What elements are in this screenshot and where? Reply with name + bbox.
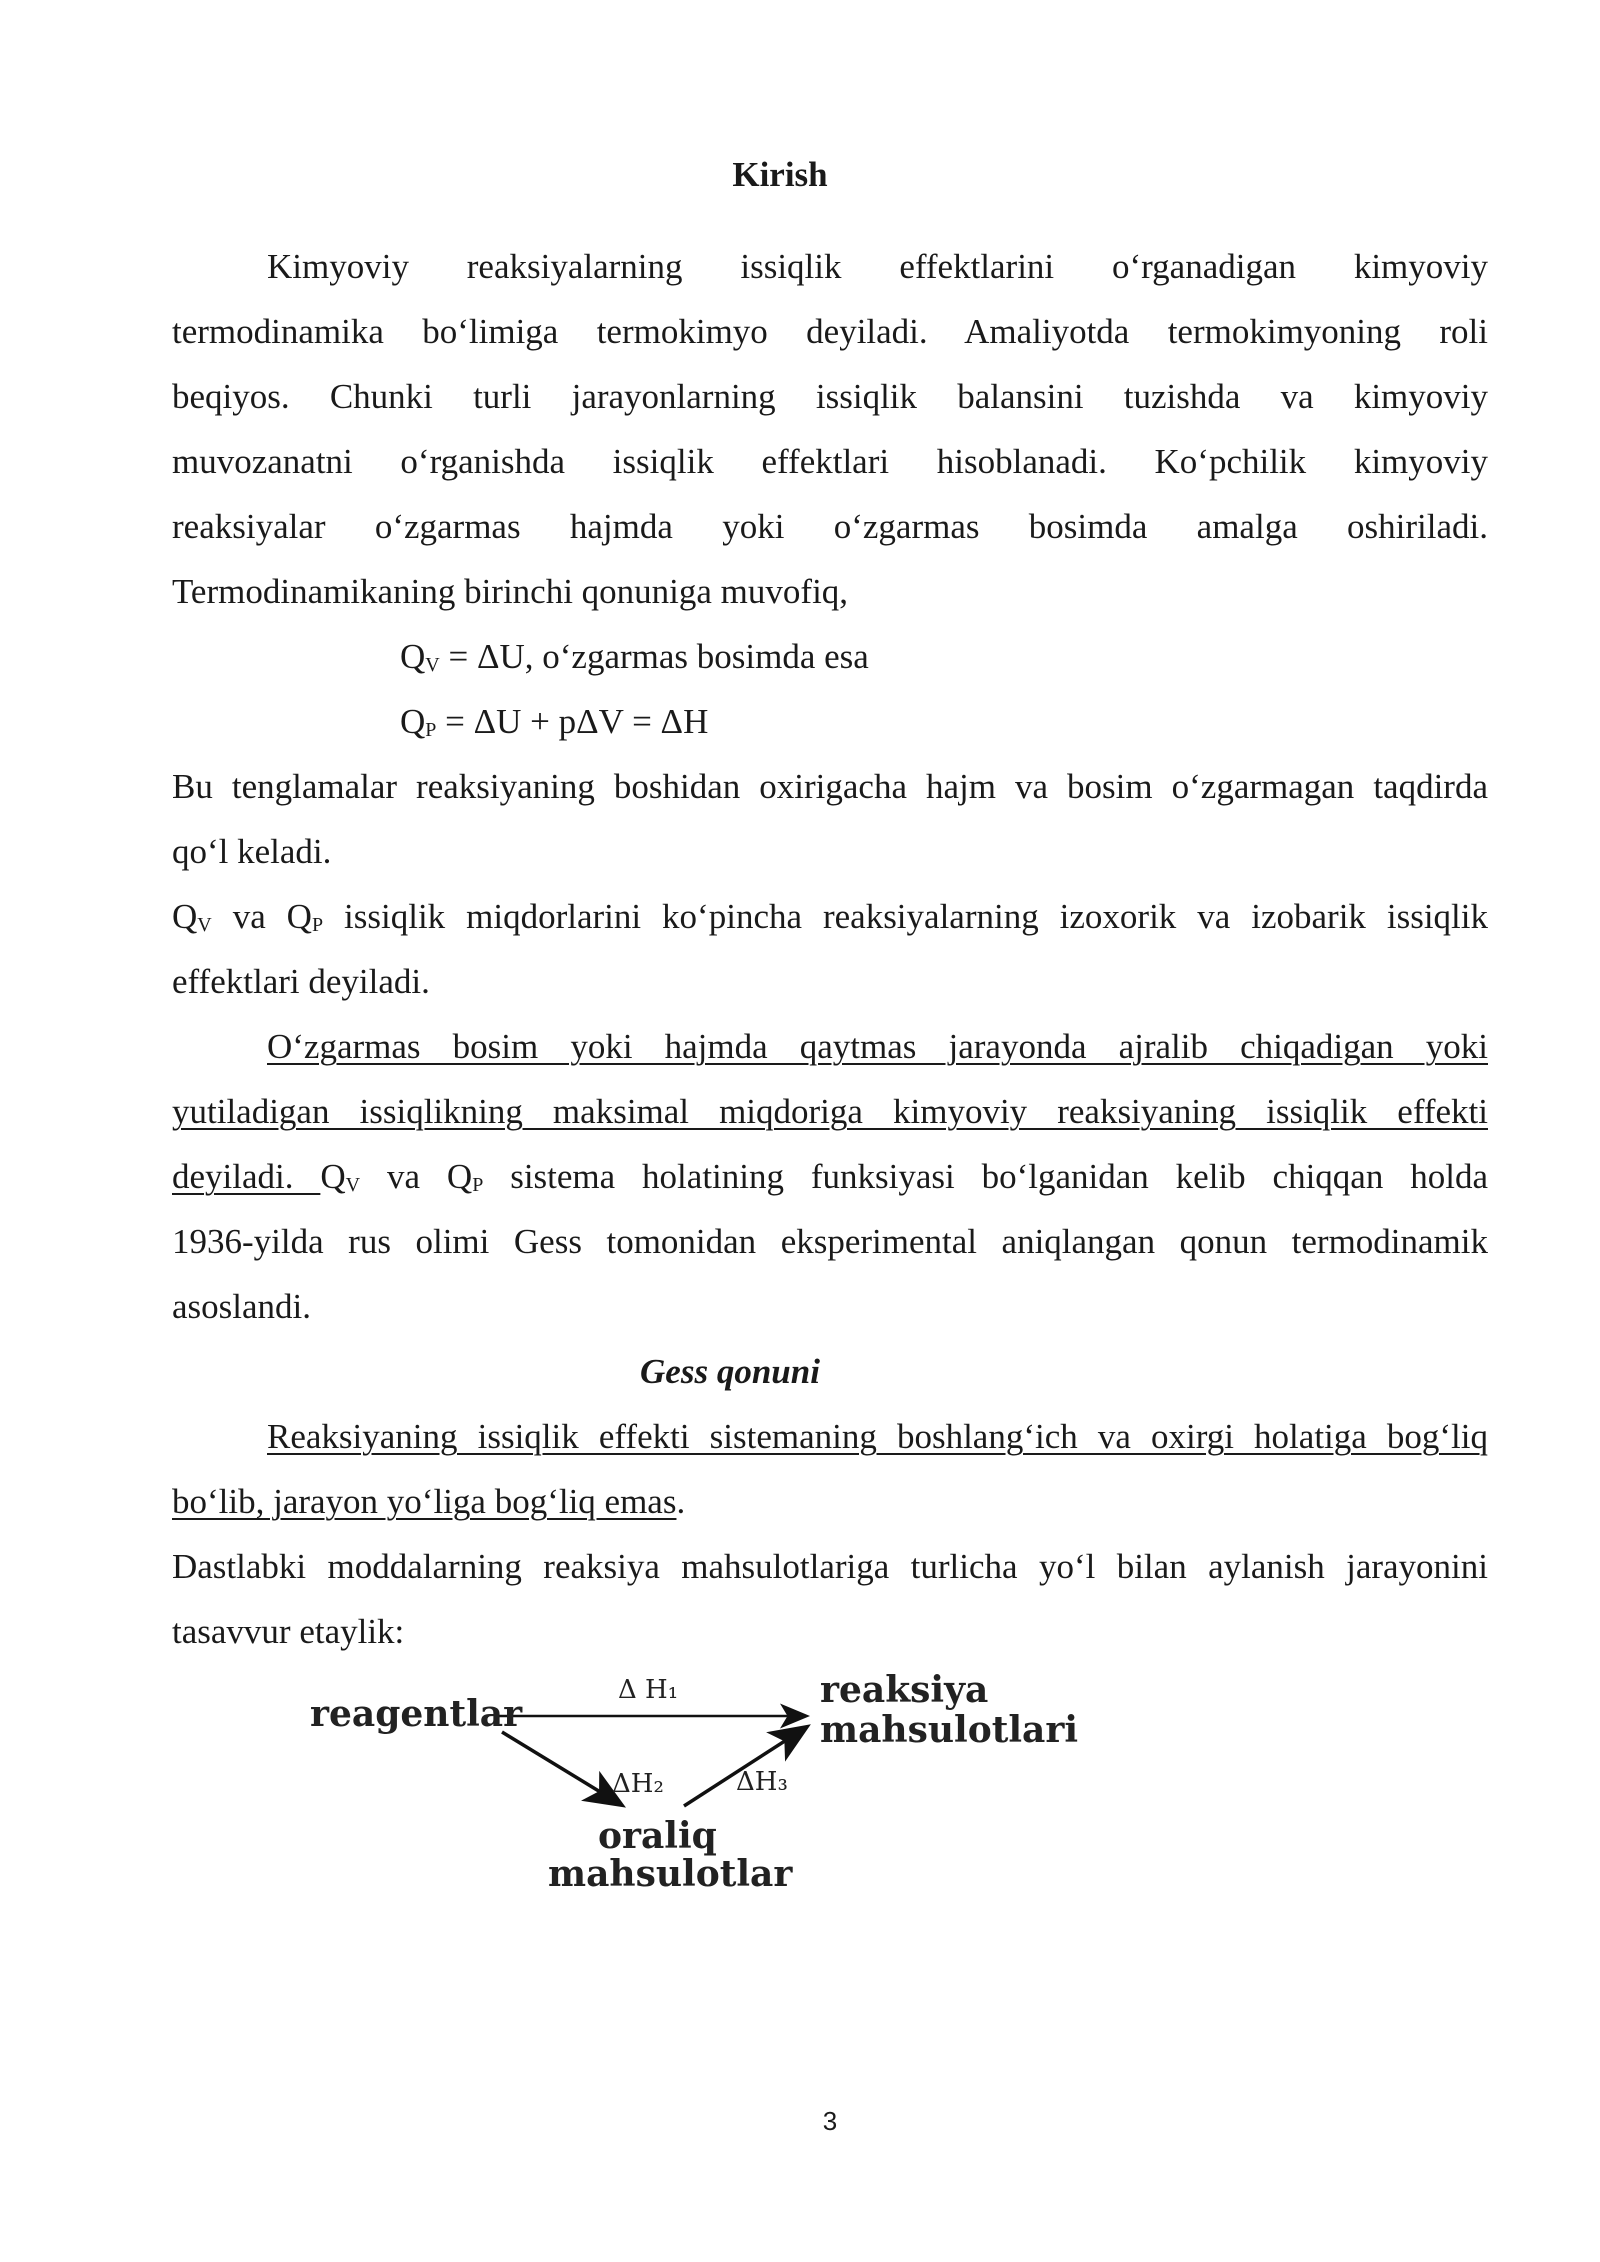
intro-line-4: muvozanatni o‘rganishda issiqlik effektlari hisoblanadi. Ko‘pchilik kimyoviy xyxy=(172,442,1488,481)
definition-line-5: asoslandi. xyxy=(172,1287,312,1326)
definition-line-2: yutiladigan issiqlikning maksimal miqdoriga kimyoviy reaksiyaning issiqlik effekti xyxy=(172,1092,1488,1131)
para2-line-2: qo‘l keladi. xyxy=(172,832,332,871)
para5-line-2: tasavvur etaylik: xyxy=(172,1612,405,1651)
intro-line-6: Termodinamikaning birinchi qonuniga muvofiq, xyxy=(172,572,849,611)
arrow-dh2 xyxy=(502,1732,620,1804)
para3-line-1: $Q_V$ va $Q_P$ issiqlik miqdorlarini ko‘pincha reaksiyalarning izoxorik va izobarik issiqlik xyxy=(172,897,1489,936)
para3-line-2: effektlari deyiladi. xyxy=(172,962,430,1001)
intro-line-5: reaksiyalar o‘zgarmas hajmda yoki o‘zgarmas bosimda amalga oshiriladi. xyxy=(172,507,1488,546)
page-title: Kirish xyxy=(732,155,828,194)
products-label-line-1: reaksiya xyxy=(820,1669,989,1711)
intermediates-label-line-2: mahsulotlar xyxy=(548,1853,793,1895)
law-line-2: bo‘lib, jarayon yo‘liga bog‘liq emas. xyxy=(172,1482,686,1521)
dh2-label: ΔH₂ xyxy=(612,1769,664,1799)
intro-line-2: termodinamika bo‘limiga termokimyo deyiladi. Amaliyotda termokimyoning roli xyxy=(172,312,1488,351)
intro-line-1: Kimyoviy reaksiyalarning issiqlik effektlarini o‘rganadigan kimyoviy xyxy=(267,247,1488,286)
products-label-line-2: mahsulotlari xyxy=(820,1709,1078,1751)
dh1-label: Δ H₁ xyxy=(618,1675,679,1705)
reagents-label: reagentlar xyxy=(310,1693,523,1735)
para5-line-1: Dastlabki moddalarning reaksiya mahsulotlariga turlicha yo‘l bilan aylanish jarayonini xyxy=(172,1547,1488,1586)
intro-line-3: beqiyos. Chunki turli jarayonlarning issiqlik balansini tuzishda va kimyoviy xyxy=(172,377,1488,416)
definition-line-3: deyiladi. $Q_V$ va $Q_P$ sistema holatining funksiyasi bo‘lganidan kelib chiqqan holda xyxy=(172,1157,1488,1196)
definition-line-1: O‘zgarmas bosim yoki hajmda qaytmas jarayonda ajralib chiqadigan yoki xyxy=(267,1027,1488,1066)
page-number: 3 xyxy=(822,2106,838,2136)
formula-qv: $Q_V = \Delta U$, o‘zgarmas bosimda esa xyxy=(400,637,869,676)
definition-line-4: 1936-yilda rus olimi Gess tomonidan eksperimental aniqlangan qonun termodinamik xyxy=(172,1222,1488,1261)
section-title: Gess qonuni xyxy=(640,1352,820,1391)
formula-qp: $Q_P = \Delta U + p\Delta V = \Delta H$ xyxy=(400,702,709,741)
dh3-label: ΔH₃ xyxy=(736,1767,788,1797)
para2-line-1: Bu tenglamalar reaksiyaning boshidan oxirigacha hajm va bosim o‘zgarmagan taqdirda xyxy=(172,767,1488,806)
hess-cycle-diagram xyxy=(300,1670,1100,1910)
law-line-1: Reaksiyaning issiqlik effekti sistemaning boshlang‘ich va oxirgi holatiga bog‘liq xyxy=(267,1417,1488,1456)
intermediates-label-line-1: oraliq xyxy=(598,1815,717,1857)
